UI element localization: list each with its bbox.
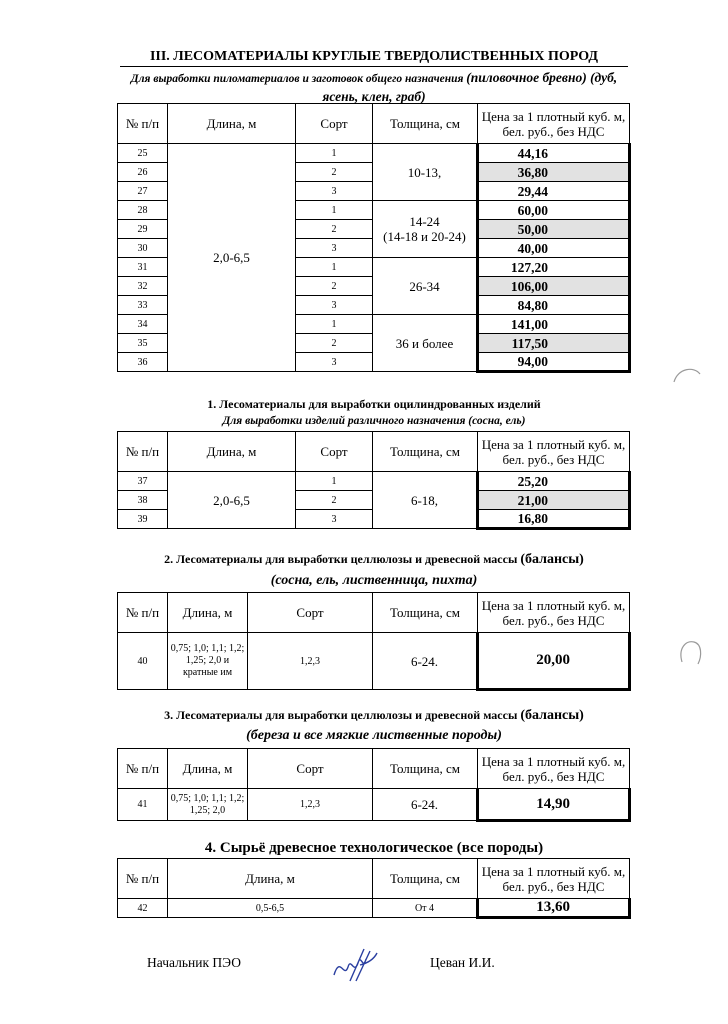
header-thickness: Толщина, см bbox=[373, 859, 478, 899]
row-num: 38 bbox=[118, 491, 168, 510]
header-num: № п/п bbox=[118, 104, 168, 144]
section-iii-subtitle bbox=[120, 69, 628, 107]
punch-hole-arc-icon bbox=[672, 364, 702, 386]
thickness-cell: 6-24. bbox=[373, 789, 478, 821]
grade-cell: 3 bbox=[296, 182, 373, 201]
price-cell: 14,90 bbox=[478, 789, 630, 821]
header-num: № п/п bbox=[118, 859, 168, 899]
section-2-title-text: 2. Лесоматериалы для выработки целлюлозы и древесной массы bbox=[164, 552, 518, 566]
row-num: 33 bbox=[118, 296, 168, 315]
grade-cell: 2 bbox=[296, 277, 373, 296]
row-num: 28 bbox=[118, 201, 168, 220]
grade-cell: 2 bbox=[296, 220, 373, 239]
length-cell: 0,75; 1,0; 1,1; 1,2; 1,25; 2,0 bbox=[168, 789, 248, 821]
header-thickness: Толщина, см bbox=[373, 593, 478, 633]
grade-cell: 3 bbox=[296, 353, 373, 372]
row-num: 27 bbox=[118, 182, 168, 201]
grade-cell: 1,2,3 bbox=[248, 633, 373, 690]
thickness-cell: От 4 bbox=[373, 899, 478, 918]
row-num: 29 bbox=[118, 220, 168, 239]
price-cell: 21,00 bbox=[478, 491, 630, 510]
section-iii-rule bbox=[120, 66, 628, 67]
row-num: 35 bbox=[118, 334, 168, 353]
header-price: Цена за 1 плотный куб. м, бел. руб., без НДС bbox=[478, 749, 630, 789]
section-2-title bbox=[120, 552, 628, 568]
grade-cell: 3 bbox=[296, 239, 373, 258]
section-iii-table bbox=[117, 103, 631, 373]
section-1-title: 1. Лесоматериалы для выработки оцилиндрованных изделий bbox=[207, 397, 541, 411]
header-grade: Сорт bbox=[248, 593, 373, 633]
header-price: Цена за 1 плотный куб. м, бел. руб., без НДС bbox=[478, 104, 630, 144]
thickness-range: 14-24 bbox=[409, 214, 440, 229]
section-3-title-big: (балансы) bbox=[520, 708, 584, 723]
header-grade: Сорт bbox=[248, 749, 373, 789]
price-cell: 94,00 bbox=[478, 353, 630, 372]
header-length: Длина, м bbox=[168, 749, 248, 789]
price-cell: 60,00 bbox=[478, 201, 630, 220]
section-3-title-text: 3. Лесоматериалы для выработки целлюлозы и древесной массы bbox=[164, 708, 518, 722]
row-num: 31 bbox=[118, 258, 168, 277]
section-iii-subtitle-b: (пиловочное бревно) (дуб, ясень, клен, граб) bbox=[322, 70, 618, 104]
header-length: Длина, м bbox=[168, 432, 296, 472]
signature-name: Цеван И.И. bbox=[430, 955, 495, 970]
price-cell: 141,00 bbox=[478, 315, 630, 334]
thickness-cell: 6-18, bbox=[373, 472, 478, 529]
price-cell: 84,80 bbox=[478, 296, 630, 315]
grade-cell: 1 bbox=[296, 472, 373, 491]
table-header-row bbox=[118, 104, 630, 144]
header-thickness: Толщина, см bbox=[373, 432, 478, 472]
header-num: № п/п bbox=[118, 432, 168, 472]
grade-cell: 1 bbox=[296, 201, 373, 220]
thickness-range-detail: (14-18 и 20-24) bbox=[383, 229, 466, 244]
grade-cell: 3 bbox=[296, 510, 373, 529]
table-row bbox=[118, 144, 630, 163]
price-cell: 25,20 bbox=[478, 472, 630, 491]
row-num: 25 bbox=[118, 144, 168, 163]
thickness-cell: 6-24. bbox=[373, 633, 478, 690]
section-1-table bbox=[117, 431, 631, 530]
table-header-row bbox=[118, 432, 630, 472]
header-length: Длина, м bbox=[168, 593, 248, 633]
header-thickness: Толщина, см bbox=[373, 749, 478, 789]
table-row bbox=[118, 472, 630, 491]
grade-cell: 3 bbox=[296, 296, 373, 315]
section-2-subtitle: (сосна, ель, лиственница, пихта) bbox=[270, 573, 478, 588]
thickness-cell: 10-13, bbox=[373, 144, 478, 201]
row-num: 26 bbox=[118, 163, 168, 182]
thickness-cell: 36 и более bbox=[373, 315, 478, 372]
header-num: № п/п bbox=[118, 749, 168, 789]
header-price: Цена за 1 плотный куб. м, бел. руб., без НДС bbox=[478, 432, 630, 472]
price-cell: 29,44 bbox=[478, 182, 630, 201]
price-cell: 13,60 bbox=[478, 899, 630, 918]
row-num: 37 bbox=[118, 472, 168, 491]
header-grade: Сорт bbox=[296, 104, 373, 144]
header-price: Цена за 1 плотный куб. м, бел. руб., без НДС bbox=[478, 593, 630, 633]
price-cell: 106,00 bbox=[478, 277, 630, 296]
price-cell: 16,80 bbox=[478, 510, 630, 529]
header-price: Цена за 1 плотный куб. м, бел. руб., без НДС bbox=[478, 859, 630, 899]
grade-cell: 1 bbox=[296, 315, 373, 334]
grade-cell: 2 bbox=[296, 491, 373, 510]
section-iii-subtitle-a: Для выработки пиломатериалов и заготовок общего назначения bbox=[130, 73, 464, 85]
price-cell: 44,16 bbox=[478, 144, 630, 163]
thickness-cell bbox=[373, 201, 478, 258]
row-num: 34 bbox=[118, 315, 168, 334]
grade-cell: 2 bbox=[296, 163, 373, 182]
length-cell: 2,0-6,5 bbox=[168, 472, 296, 529]
row-num: 30 bbox=[118, 239, 168, 258]
header-length: Длина, м bbox=[168, 859, 373, 899]
table-row bbox=[118, 899, 630, 918]
section-2-table bbox=[117, 592, 631, 691]
table-header-row bbox=[118, 593, 630, 633]
signature-mark-icon bbox=[330, 945, 380, 985]
section-4-title: 4. Сырьё древесное технологическое (все породы) bbox=[204, 840, 544, 856]
price-cell: 40,00 bbox=[478, 239, 630, 258]
header-length: Длина, м bbox=[168, 104, 296, 144]
table-row bbox=[118, 789, 630, 821]
grade-cell: 1 bbox=[296, 258, 373, 277]
length-cell: 0,5-6,5 bbox=[168, 899, 373, 918]
row-num: 32 bbox=[118, 277, 168, 296]
section-iii-title: III. ЛЕСОМАТЕРИАЛЫ КРУГЛЫЕ ТВЕРДОЛИСТВЕННЫХ ПОРОД bbox=[149, 49, 599, 64]
section-2-title-big: (балансы) bbox=[520, 552, 584, 567]
grade-cell: 1 bbox=[296, 144, 373, 163]
length-cell: 0,75; 1,0; 1,1; 1,2; 1,25; 2,0 и кратные им bbox=[168, 633, 248, 690]
row-num: 41 bbox=[118, 789, 168, 821]
thickness-cell: 26-34 bbox=[373, 258, 478, 315]
grade-cell: 1,2,3 bbox=[248, 789, 373, 821]
price-cell: 50,00 bbox=[478, 220, 630, 239]
price-cell: 20,00 bbox=[478, 633, 630, 690]
grade-cell: 2 bbox=[296, 334, 373, 353]
row-num: 40 bbox=[118, 633, 168, 690]
table-row bbox=[118, 633, 630, 690]
section-3-table bbox=[117, 748, 631, 822]
row-num: 39 bbox=[118, 510, 168, 529]
row-num: 36 bbox=[118, 353, 168, 372]
section-1-subtitle: Для выработки изделий различного назначения (сосна, ель) bbox=[222, 415, 526, 427]
length-cell: 2,0-6,5 bbox=[168, 144, 296, 372]
section-3-title bbox=[120, 708, 628, 724]
header-num: № п/п bbox=[118, 593, 168, 633]
signature-position: Начальник ПЭО bbox=[147, 955, 241, 970]
table-header-row bbox=[118, 859, 630, 899]
row-num: 42 bbox=[118, 899, 168, 918]
price-cell: 36,80 bbox=[478, 163, 630, 182]
punch-hole-ring-icon bbox=[678, 638, 704, 668]
section-4-table bbox=[117, 858, 631, 919]
price-cell: 127,20 bbox=[478, 258, 630, 277]
header-thickness: Толщина, см bbox=[373, 104, 478, 144]
section-3-subtitle: (береза и все мягкие лиственные породы) bbox=[246, 728, 502, 743]
header-grade: Сорт bbox=[296, 432, 373, 472]
table-header-row bbox=[118, 749, 630, 789]
price-cell: 117,50 bbox=[478, 334, 630, 353]
